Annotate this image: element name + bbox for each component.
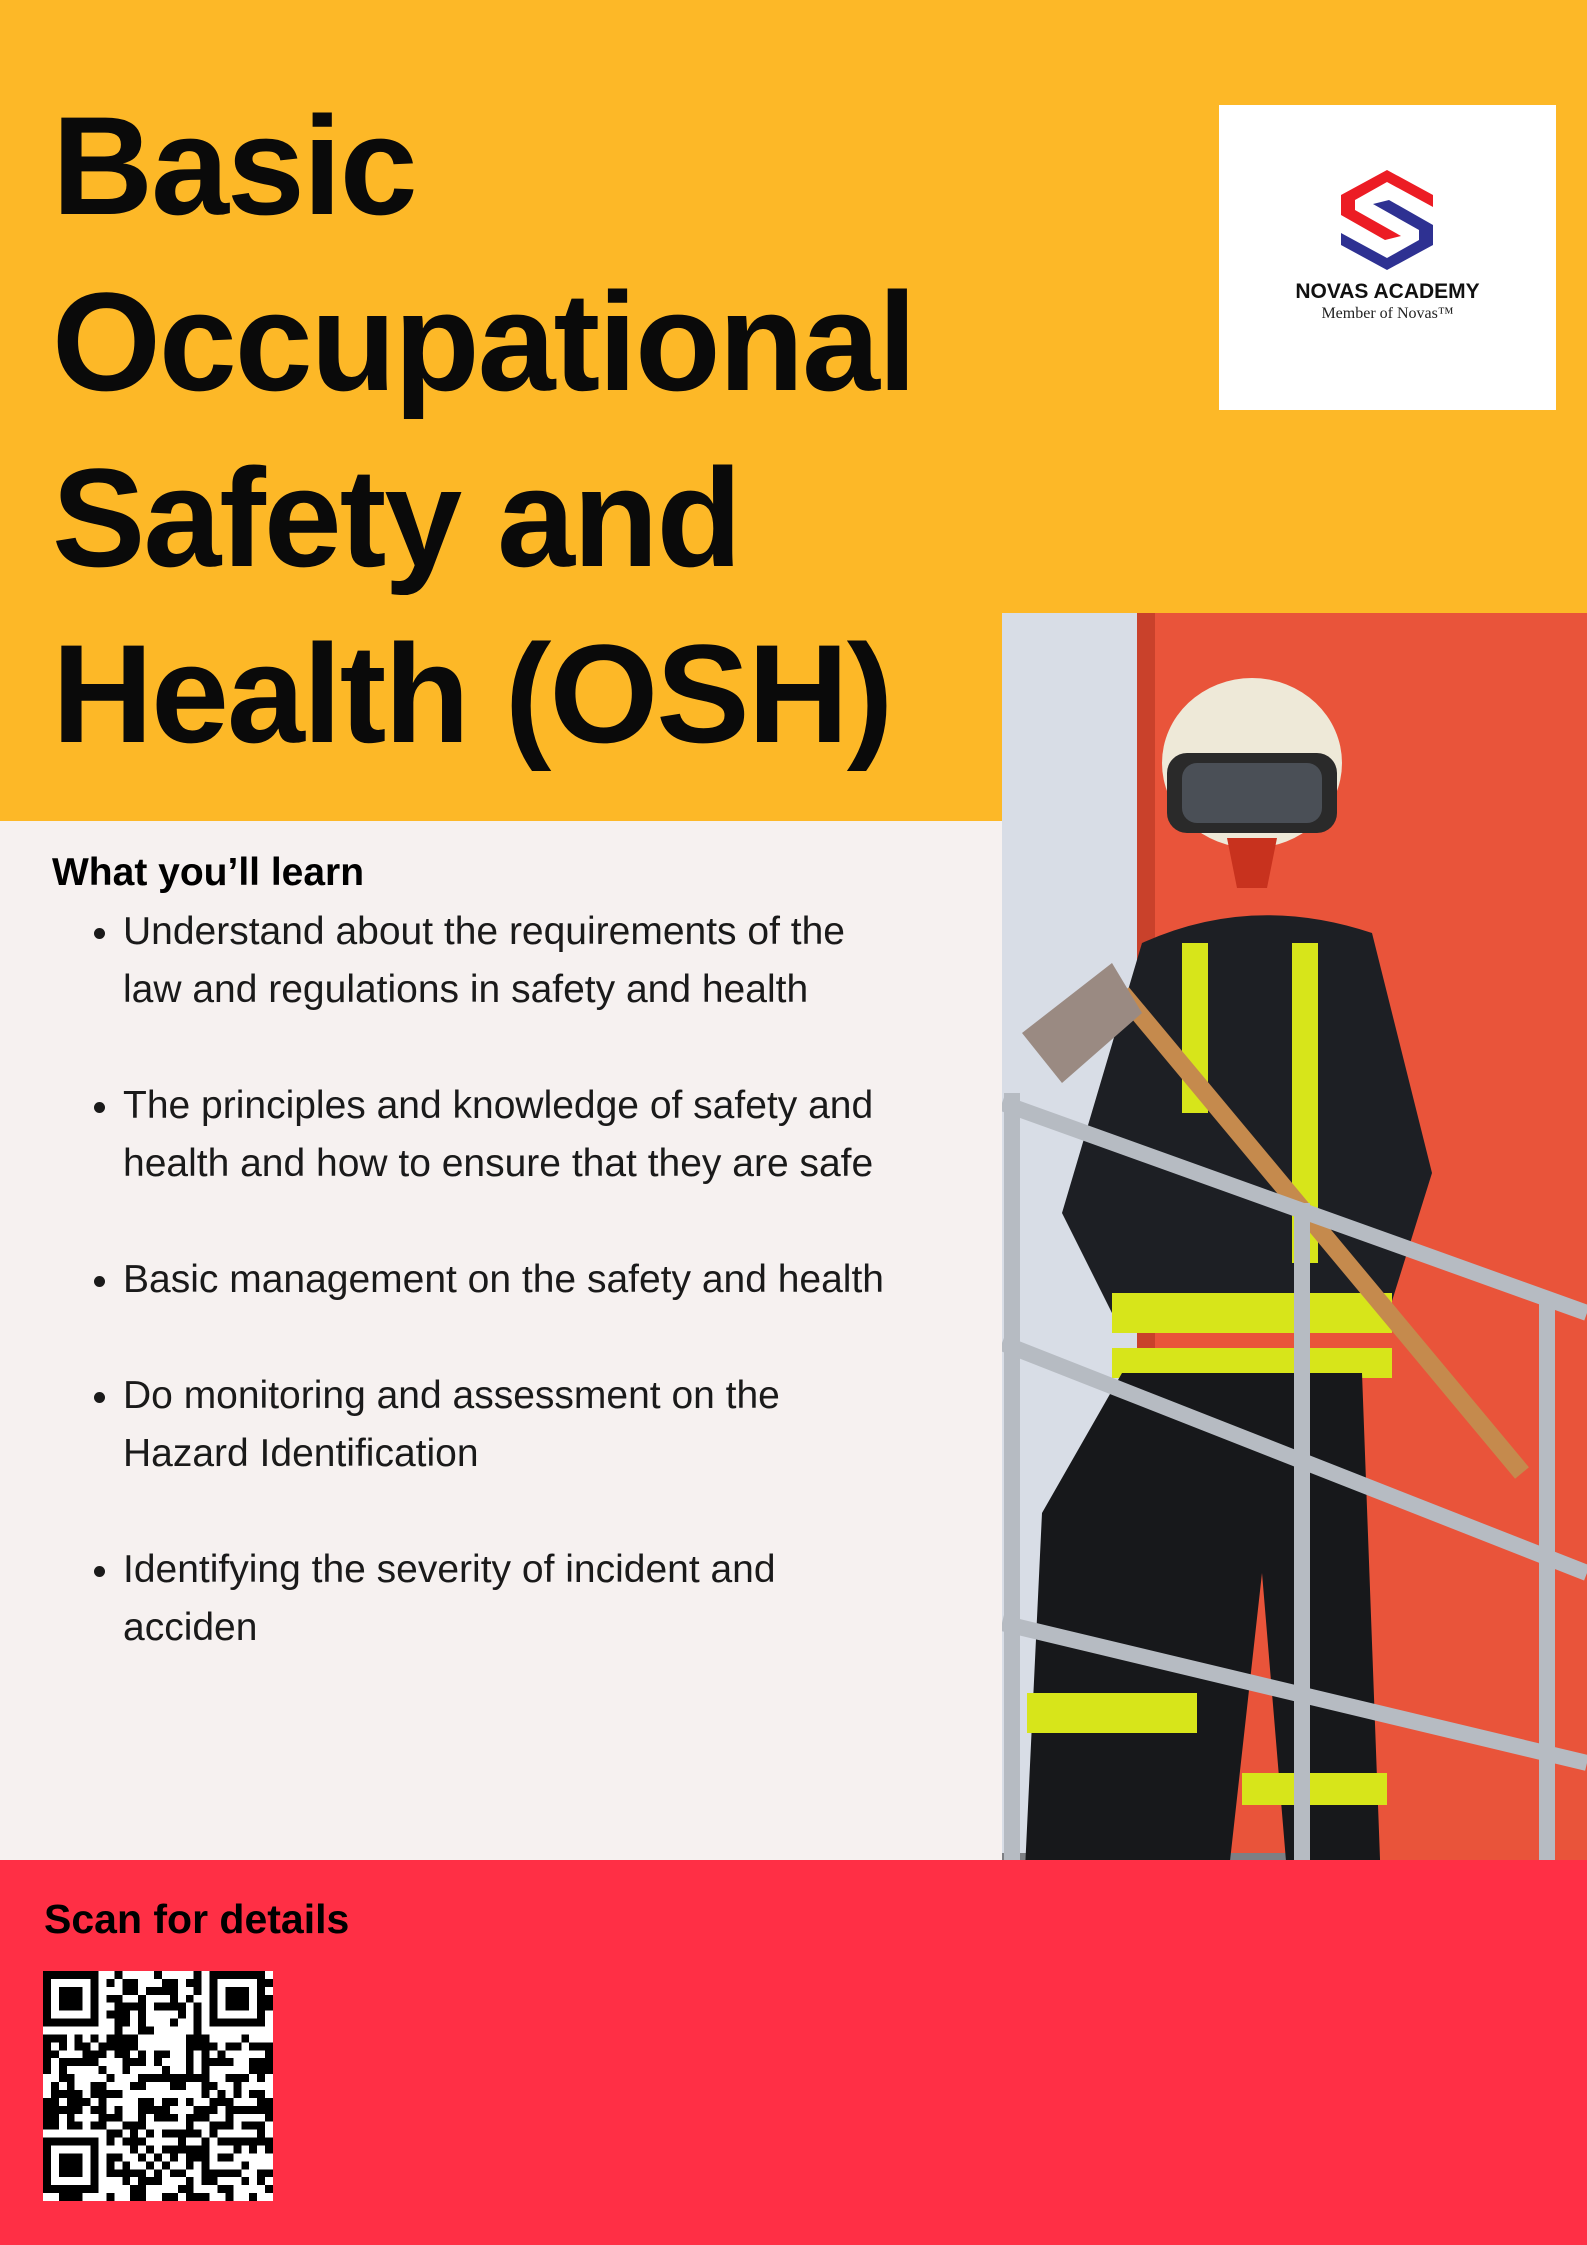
- novas-academy-logo: [1219, 105, 1556, 410]
- list-item: • Do monitoring and assessment on the Hazard Identification: [123, 1367, 903, 1483]
- learn-heading: What you’ll learn: [52, 851, 365, 894]
- title-line: Safety and: [52, 439, 740, 596]
- title-line: Health (OSH): [52, 615, 892, 772]
- novas-s-logo-icon: [1341, 170, 1433, 270]
- list-item: • Identifying the severity of incident and acciden: [123, 1541, 903, 1657]
- page-title: [52, 78, 915, 782]
- learn-list: [95, 903, 903, 1715]
- logo-name: NOVAS ACADEMY: [1295, 280, 1480, 303]
- qr-code[interactable]: [43, 1971, 273, 2201]
- list-item: • Basic management on the safety and health: [123, 1251, 903, 1309]
- firefighter-photo: [1002, 613, 1587, 1977]
- title-line: Occupational: [52, 263, 915, 420]
- title-line: Basic: [52, 87, 416, 244]
- logo-subtitle: Member of Novas™: [1321, 305, 1454, 322]
- list-item: • Understand about the requirements of the law and regulations in safety and health: [123, 903, 903, 1019]
- list-item: • The principles and knowledge of safety and health and how to ensure that they are safe: [123, 1077, 903, 1193]
- what-you-will-learn-section: [0, 821, 1002, 1860]
- scan-label: Scan for details: [44, 1896, 350, 1942]
